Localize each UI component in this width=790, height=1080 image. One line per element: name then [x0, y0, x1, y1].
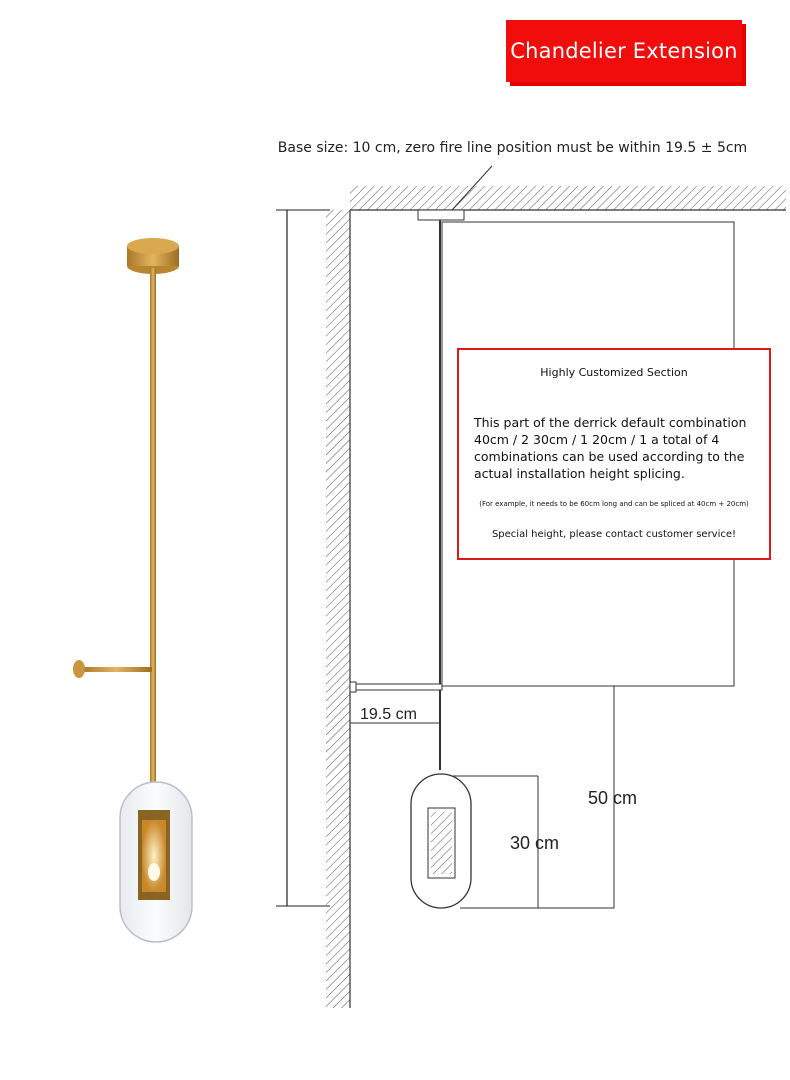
badge-title: Chandelier Extension [510, 39, 738, 63]
wall-offset-dimension: 19.5 cm [360, 706, 417, 723]
wall-hatch [326, 210, 350, 1008]
pendant-lamp-illustration [73, 238, 192, 942]
info-body: This part of the derrick default combination 40cm / 2 30cm / 1 20cm / 1 a total of 4 combinations can be used according to the actual installation height splicing. [474, 415, 747, 481]
ceiling-hatch [350, 186, 786, 210]
info-example: (For example, it needs to be 60cm long and can be spliced at 40cm + 20cm) [479, 500, 749, 508]
shade-height-dimension: 30 cm [510, 833, 560, 853]
customization-info-box [457, 348, 771, 560]
info-heading: Highly Customized Section [540, 366, 688, 379]
base-size-note: Base size: 10 cm, zero fire line position must be within 19.5 ± 5cm [277, 140, 748, 156]
info-contact: Special height, please contact customer service! [491, 529, 737, 540]
drop-dimension: 50 cm [588, 788, 638, 808]
